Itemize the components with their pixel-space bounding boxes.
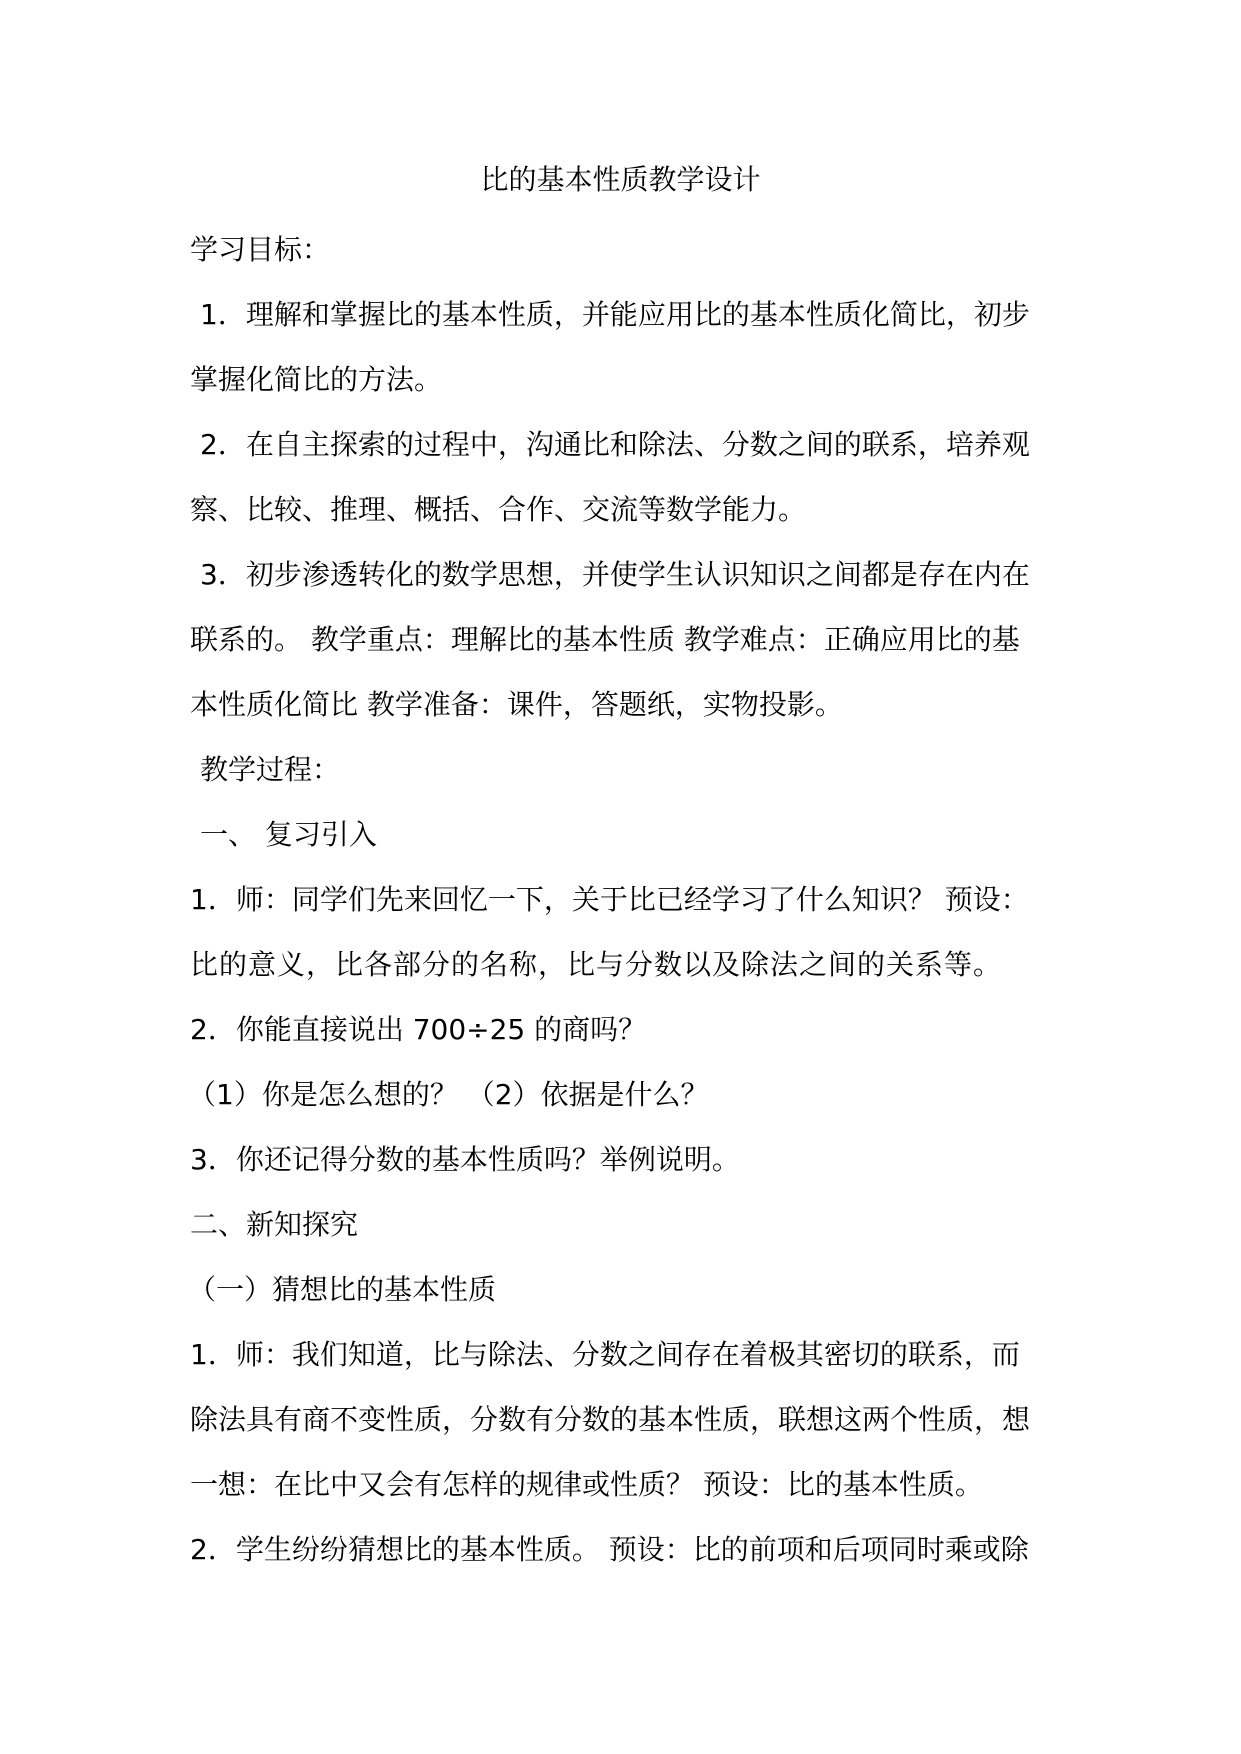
text-line: 3．你还记得分数的基本性质吗？举例说明。 — [190, 1143, 740, 1176]
text-line: 1．师：我们知道，比与除法、分数之间存在着极其密切的联系，而 — [190, 1338, 1020, 1371]
text-line: 比的意义，比各部分的名称，比与分数以及除法之间的关系等。 — [190, 948, 1003, 981]
text-line: 2．在自主探索的过程中，沟通比和除法、分数之间的联系，培养观 — [200, 428, 1030, 461]
text-line: 二、新知探究 — [190, 1208, 359, 1241]
text-line: 2．学生纷纷猜想比的基本性质。 预设：比的前项和后项同时乘或除 — [190, 1533, 1029, 1566]
text-line: （一）猜想比的基本性质 — [188, 1273, 497, 1306]
text-line: 联系的。 教学重点：理解比的基本性质 教学难点：正确应用比的基 — [190, 623, 1020, 656]
text-line: 一、 复习引入 — [200, 818, 377, 851]
text-line: 教学过程： — [200, 753, 341, 786]
text-line: 察、比较、推理、概括、合作、交流等数学能力。 — [190, 493, 807, 526]
text-line: 本性质化简比 教学准备：课件，答题纸，实物投影。 — [190, 688, 843, 721]
text-line: 一想：在比中又会有怎样的规律或性质？ 预设：比的基本性质。 — [190, 1468, 983, 1501]
text-line: 3．初步渗透转化的数学思想，并使学生认识知识之间都是存在内在 — [200, 558, 1030, 591]
text-line: （1）你是怎么想的？ （2）依据是什么？ — [188, 1078, 709, 1111]
text-line: 学习目标： — [190, 233, 331, 266]
text-line: 除法具有商不变性质，分数有分数的基本性质，联想这两个性质，想 — [190, 1403, 1031, 1436]
text-line: 2．你能直接说出 700÷25 的商吗？ — [190, 1013, 647, 1046]
text-line: 掌握化简比的方法。 — [190, 363, 443, 396]
document-title: 比的基本性质教学设计 — [480, 163, 761, 196]
text-line: 1．理解和掌握比的基本性质，并能应用比的基本性质化简比，初步 — [200, 298, 1030, 331]
text-line: 1．师：同学们先来回忆一下，关于比已经学习了什么知识？ 预设： — [190, 883, 1029, 916]
